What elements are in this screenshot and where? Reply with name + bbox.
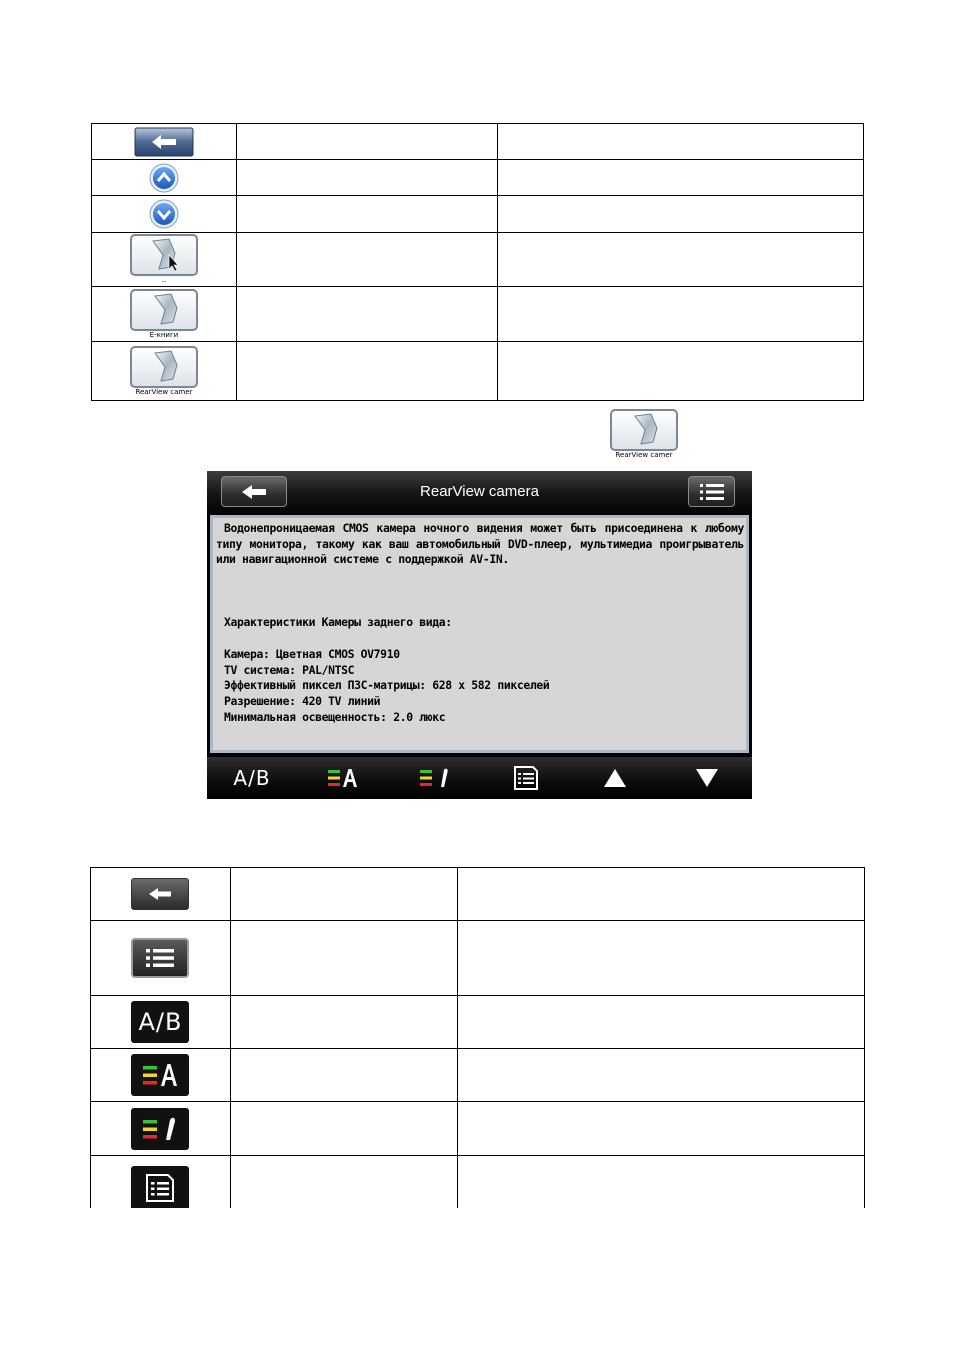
table-row — [91, 1156, 865, 1209]
spec-line: Минимальная освещенность: 2.0 люкс — [224, 709, 446, 724]
ab-toggle-icon: A/B — [233, 766, 271, 790]
intro-paragraph: Водонепроницаемая CMOS камера ночного видения может быть присоединена к любому типу монитора, такому как ваш автомобильный DVD-плеер, мультимедиа проигрыватель или навигационной системе с поддержкой AV-IN. — [216, 521, 744, 567]
folder-caption: E-книги — [149, 330, 179, 339]
ab-toggle-icon[interactable] — [131, 1001, 189, 1043]
spec-line: TV система: PAL/NTSC — [224, 662, 355, 677]
spec-line: Камера: Цветная CMOS OV7910 — [224, 646, 400, 661]
table-row — [91, 1102, 865, 1156]
folder-caption: RearView camer — [615, 451, 673, 459]
back-arrow-icon[interactable] — [131, 878, 189, 910]
text-list-icon[interactable] — [131, 1166, 189, 1208]
screen-title: RearView camera — [420, 483, 539, 500]
folder-caption: .. — [161, 276, 167, 284]
ab-label: A/B — [138, 1008, 183, 1036]
spec-heading: Характеристики Камеры заднего вида: — [224, 615, 452, 630]
spec-line: Эффективный пиксел ПЗС-матрицы: 628 x 582 пикселей — [224, 678, 550, 693]
folder-caption: RearView camer — [135, 387, 193, 396]
menu-list-icon[interactable] — [131, 938, 189, 978]
table-row — [91, 868, 865, 921]
font-style-icon[interactable] — [131, 1108, 189, 1150]
table-row — [91, 996, 865, 1049]
font-size-icon[interactable] — [131, 1054, 189, 1096]
spec-line: Разрешение: 420 TV линий — [224, 693, 381, 708]
table-row — [91, 1049, 865, 1102]
icon-description-table-bottom — [90, 867, 865, 1208]
table-row — [91, 921, 865, 996]
